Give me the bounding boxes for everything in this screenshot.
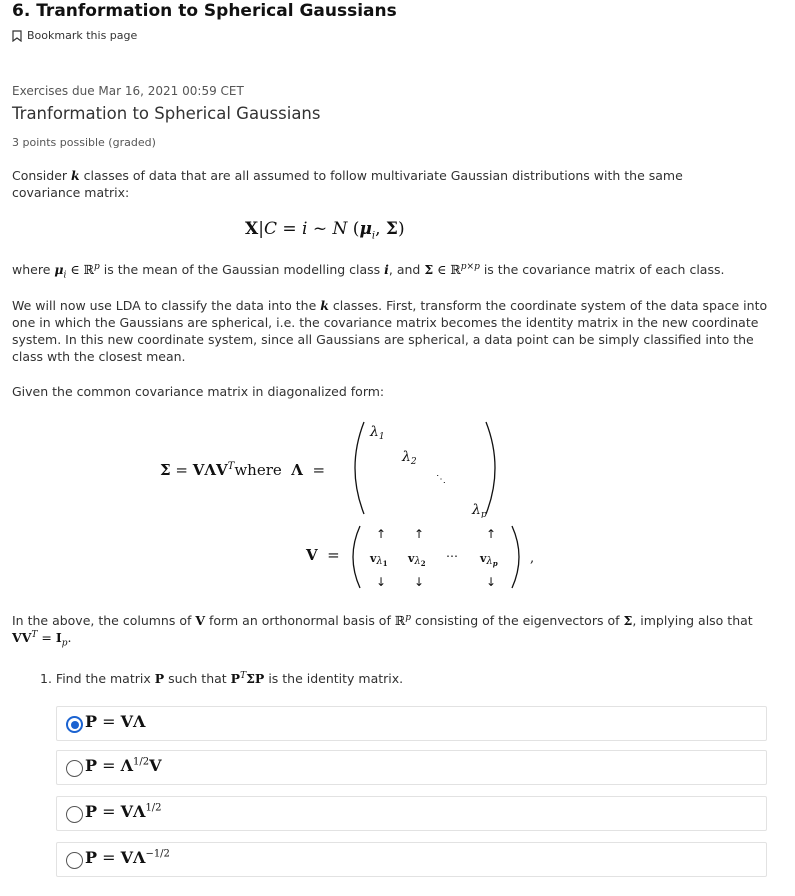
intro-paragraph: Consider k classes of data that are all assumed to follow multivariate Gaussian distributions with the same covariance matrix:: [12, 168, 683, 200]
question-1-text: 1. Find the matrix P such that $P^T\Sigma P$ is the identity matrix.: [40, 670, 404, 686]
diagonalized-intro: Given the common covariance matrix in diagonalized form:: [12, 384, 385, 399]
svg-text:↑: ↑: [486, 527, 497, 541]
bookmark-label: Bookmark this page: [27, 29, 138, 42]
class-distribution-equation: X|C = i ~ N ($\mu_i$, Σ): [245, 219, 405, 242]
radio-unselected[interactable]: [66, 806, 83, 823]
mean-definition-paragraph: where $\mu_i$ ∈ ℝ$^p$ is the mean of the Gaussian modelling class i, and Σ ∈ ℝ$^{p\times p}$ is the covariance matrix of each class.: [12, 261, 725, 281]
svg-text:⋱: ⋱: [436, 474, 446, 485]
lambda-diagonal-matrix: [350, 418, 520, 518]
svg-text:↑: ↑: [414, 527, 425, 541]
v-eigenvector-matrix: [348, 522, 548, 592]
page-title: 6. Tranformation to Spherical Gaussians: [12, 1, 397, 21]
option-label: P = VΛ: [85, 712, 146, 731]
due-date: Exercises due Mar 16, 2021 00:59 CET: [12, 84, 244, 98]
svg-text:⋯: ⋯: [446, 549, 458, 563]
svg-text:λ1: $\lambda_1$: [370, 424, 385, 442]
svg-text:↑: ↑: [376, 527, 387, 541]
svg-text:vλp: vλp: [480, 552, 498, 568]
option-label: $P = V\Lambda^{-1/2}$: [85, 848, 170, 867]
sigma-decomposition-equation: $\Sigma = V\Lambda V^Twhere$ Λ =: [160, 461, 326, 479]
radio-unselected[interactable]: [66, 852, 83, 869]
bookmark-button[interactable]: [12, 29, 137, 42]
option-p-equals-v-lambda-half[interactable]: [56, 796, 767, 831]
radio-unselected[interactable]: [66, 760, 83, 777]
svg-text:λ2: $\lambda_2$: [402, 449, 417, 467]
bookmark-icon: [12, 30, 22, 42]
radio-selected[interactable]: [66, 716, 83, 733]
svg-text:vλ2: vλ2: [408, 552, 426, 568]
points-possible: 3 points possible (graded): [12, 136, 156, 149]
svg-text:↓: ↓: [376, 575, 387, 589]
svg-text:λp: $\lambda_p$: [472, 502, 487, 518]
problem-title: Tranformation to Spherical Gaussians: [12, 104, 321, 123]
option-p-equals-v-lambda[interactable]: [56, 706, 767, 741]
lda-paragraph: We will now use LDA to classify the data into the k classes. First, transform the coordinate system of the data space into one in which the Gaussians are spherical, i.e. the covariance matrix becomes the identity matrix in the new coordinate system. In this new coordinate system, since all Gaussians are spherical, a data point can be simply classified into the class wth the closest mean.: [12, 298, 768, 364]
svg-text:,: ,: [530, 551, 535, 566]
v-matrix-label: V =: [306, 546, 340, 564]
svg-text:vλ1: vλ1: [370, 552, 388, 568]
orthonormal-paragraph: In the above, the columns of V form an orthonormal basis of ℝ$^p$ consisting of the eigenvectors of Σ, implying also that $VV^T = I_p$.: [12, 612, 753, 649]
option-p-equals-lambda-half-v[interactable]: [56, 750, 767, 785]
option-p-equals-v-lambda-neg-half[interactable]: [56, 842, 767, 877]
option-label: $P = \Lambda^{1/2}V$: [85, 756, 162, 775]
svg-text:↓: ↓: [486, 575, 497, 589]
option-label: $P = V\Lambda^{1/2}$: [85, 802, 162, 821]
svg-text:↓: ↓: [414, 575, 425, 589]
